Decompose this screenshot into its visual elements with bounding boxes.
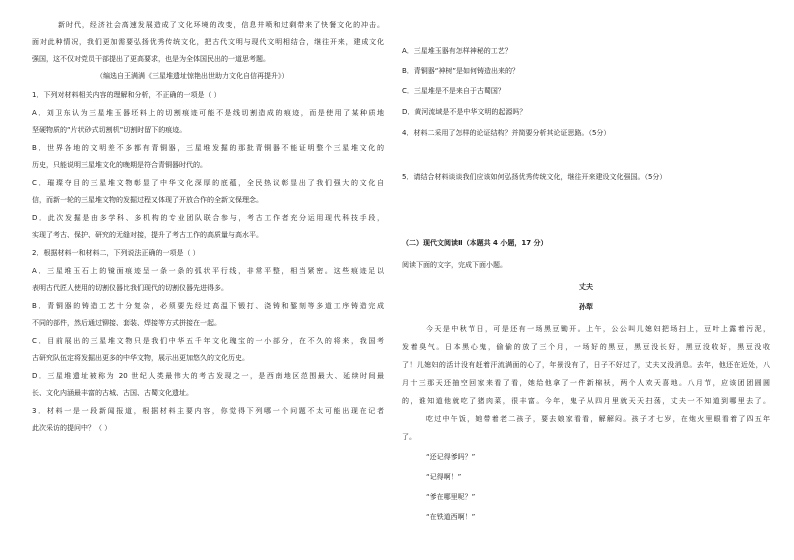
right_column-line: “记得啊！”: [426, 473, 462, 481]
left_column-line: B．世界各地的文明差不多都有青铜器，三星堆发掘的那批青铜器不能证明整个三星堆文化的: [32, 144, 384, 152]
left_column-line: 不同的部件，然后通过铆接、套装、焊接等方式拼接在一起。: [32, 319, 221, 327]
left_column-line: C．目前展出的三星堆文物只是我们中华五千年文化瑰宝的一小部分，在不久的将来，我国考: [32, 337, 384, 345]
left_column-line: 坚硬物质的“片状砂式切割机”切割时留下的痕迹。: [32, 126, 187, 134]
right_column-line: 了。: [402, 433, 416, 441]
right_column-line: 今天是中秋节日，可是还有一场黑豆锄开。上午，公公叫儿媳妇把场扫上，豆叶上露着污泥，: [426, 325, 770, 333]
left_column-line: 历史，只能说明三星堆文化的晚期是符合青铜器时代的。: [32, 161, 207, 169]
left_column-line: 2．根据材料一和材料二，下列说法正确的一项是（ ）: [32, 249, 200, 257]
left_column-line: D．此次发掘是由多学科、多机构的专业团队联合参与，考古工作者充分运用现代科技手段，: [32, 214, 384, 222]
right_column-line: 阅读下面的文字，完成下面小题。: [402, 261, 507, 269]
right_column-line: C．三星堆是不是来自于古蜀国？: [402, 87, 505, 95]
left_column-line: B．青铜器的铸造工艺十分复杂，必须要先经过高温下锻打、浇铸和錾刻等多道工序铸造完成: [32, 302, 384, 310]
left_column-line: 表明古代匠人使用的切割仪器比我们现代的切割仪器先进得多。: [32, 284, 228, 292]
left_column-line: 实现了考古、保护、研究的无缝对接，提升了考古工作的高质量与高水平。: [32, 231, 263, 239]
left_column-line: A．刘卫东认为三星堆玉器坯料上的切割痕迹可能不是线切割造成的痕迹，而是使用了某种质地: [32, 109, 384, 117]
right_column-line: 吃过中午饭，她带着老二孩子，要去娘家看看，解解闷。孩子才七岁，在炮火里眼看着了四五年: [426, 415, 770, 423]
left_column-line: 新时代，经济社会高速发展造成了文化环境的改变，信息井喷和过剩带来了快餐文化的冲击。: [58, 21, 384, 29]
right_column-line: B．青铜器“神树”是如何铸造出来的？: [402, 67, 520, 75]
right_column-line: 了！儿媳妇的活计没有赶着汗流满面的心了，年景没有了，日子不好过了，丈夫又没消息。去年，他还在近处，八: [402, 361, 770, 369]
right_column-line: “爹在哪里呢？”: [426, 493, 476, 501]
left_column-line: 此次采访的提问中？（ ）: [32, 424, 112, 432]
left_column-line: 1．下列对材料相关内容的理解和分析，不正确的一项是（ ）: [32, 91, 221, 99]
right_column-line: 月十三那天还抽空回家来看了看，她给他拿了一件新棉袄，两个人欢天喜地。八月节，应该团团圆圆: [402, 379, 770, 387]
right_column-line: “在铁道西啊！”: [426, 513, 476, 521]
right_column-line: 4．材料二采用了怎样的论证结构？并简要分析其论证思路。（5分）: [402, 129, 611, 137]
right_column-line: 发着臭气。日本黑心鬼，偷偷的放了三个月，一场好的黑豆，黑豆没长好，黑豆没收好，黑豆没收: [402, 343, 770, 351]
left_column-line: C．璀璨夺目的三星堆文物彰显了中华文化深厚的底蕴，全民热议彰显出了我们强大的文化自: [32, 179, 384, 187]
left_column-line: D．三星堆遗址被称为 20 世纪人类最伟大的考古发现之一，是西南地区范围最大、延续时间最: [32, 372, 384, 380]
left_column-line: 信，而新一轮的三星堆文物的发掘过程又体现了开放合作的全新文保理念。: [32, 196, 263, 204]
right_column-line: “还记得爹吗？”: [426, 453, 476, 461]
right_column-line: 5．请结合材料谈谈我们应该如何弘扬优秀传统文化，继往开来建设文化强国。（5分）: [402, 173, 667, 181]
left_column-line: 面对此种情况，我们更加需要弘扬优秀传统文化，把古代文明与现代文明相结合，继往开来，建成文化: [32, 38, 384, 46]
right_column-line: A．三星堆玉器有怎样神秘的工艺？: [402, 47, 512, 55]
left_column-line: 强国，这不仅对党员干部提出了更高要求，也是为全体国民出的一道思考题。: [32, 55, 270, 63]
left_column-line: 长、文化内涵最丰富的古城、古国、古蜀文化遗址。: [32, 389, 193, 397]
left_column-line: A．三星堆玉石上的镜面痕迹呈一条一条的弧状平行线，非常平整，相当紧密。这些痕迹足以: [32, 267, 384, 275]
left_column-line: 古研究队伍定将发掘出更多的中华文物，展示出更加悠久的文化历史。: [32, 354, 249, 362]
right_column-line: D．黄河流域是不是中华文明的起源吗？: [402, 108, 527, 116]
right_column-line: 丈夫: [579, 283, 593, 291]
left_column-line: （编选自王满满《三星堆遗址惊艳出世助力文化自信再提升》）: [96, 72, 289, 80]
right_column-line: （二）现代文阅读Ⅱ（本题共 4 小题，17 分）: [402, 239, 548, 247]
right_column-line: 孙犁: [579, 303, 593, 311]
left_column-line: 3．材料一是一段新闻报道，根据材料主要内容，你觉得下列哪一个问题不太可能出现在记者: [32, 407, 384, 415]
right_column-line: 的，谁知道他就吃了猪肉菜，很丰富。今年，鬼子从四月里就天天扫荡，丈夫一不知道到哪里去了。: [402, 397, 770, 405]
